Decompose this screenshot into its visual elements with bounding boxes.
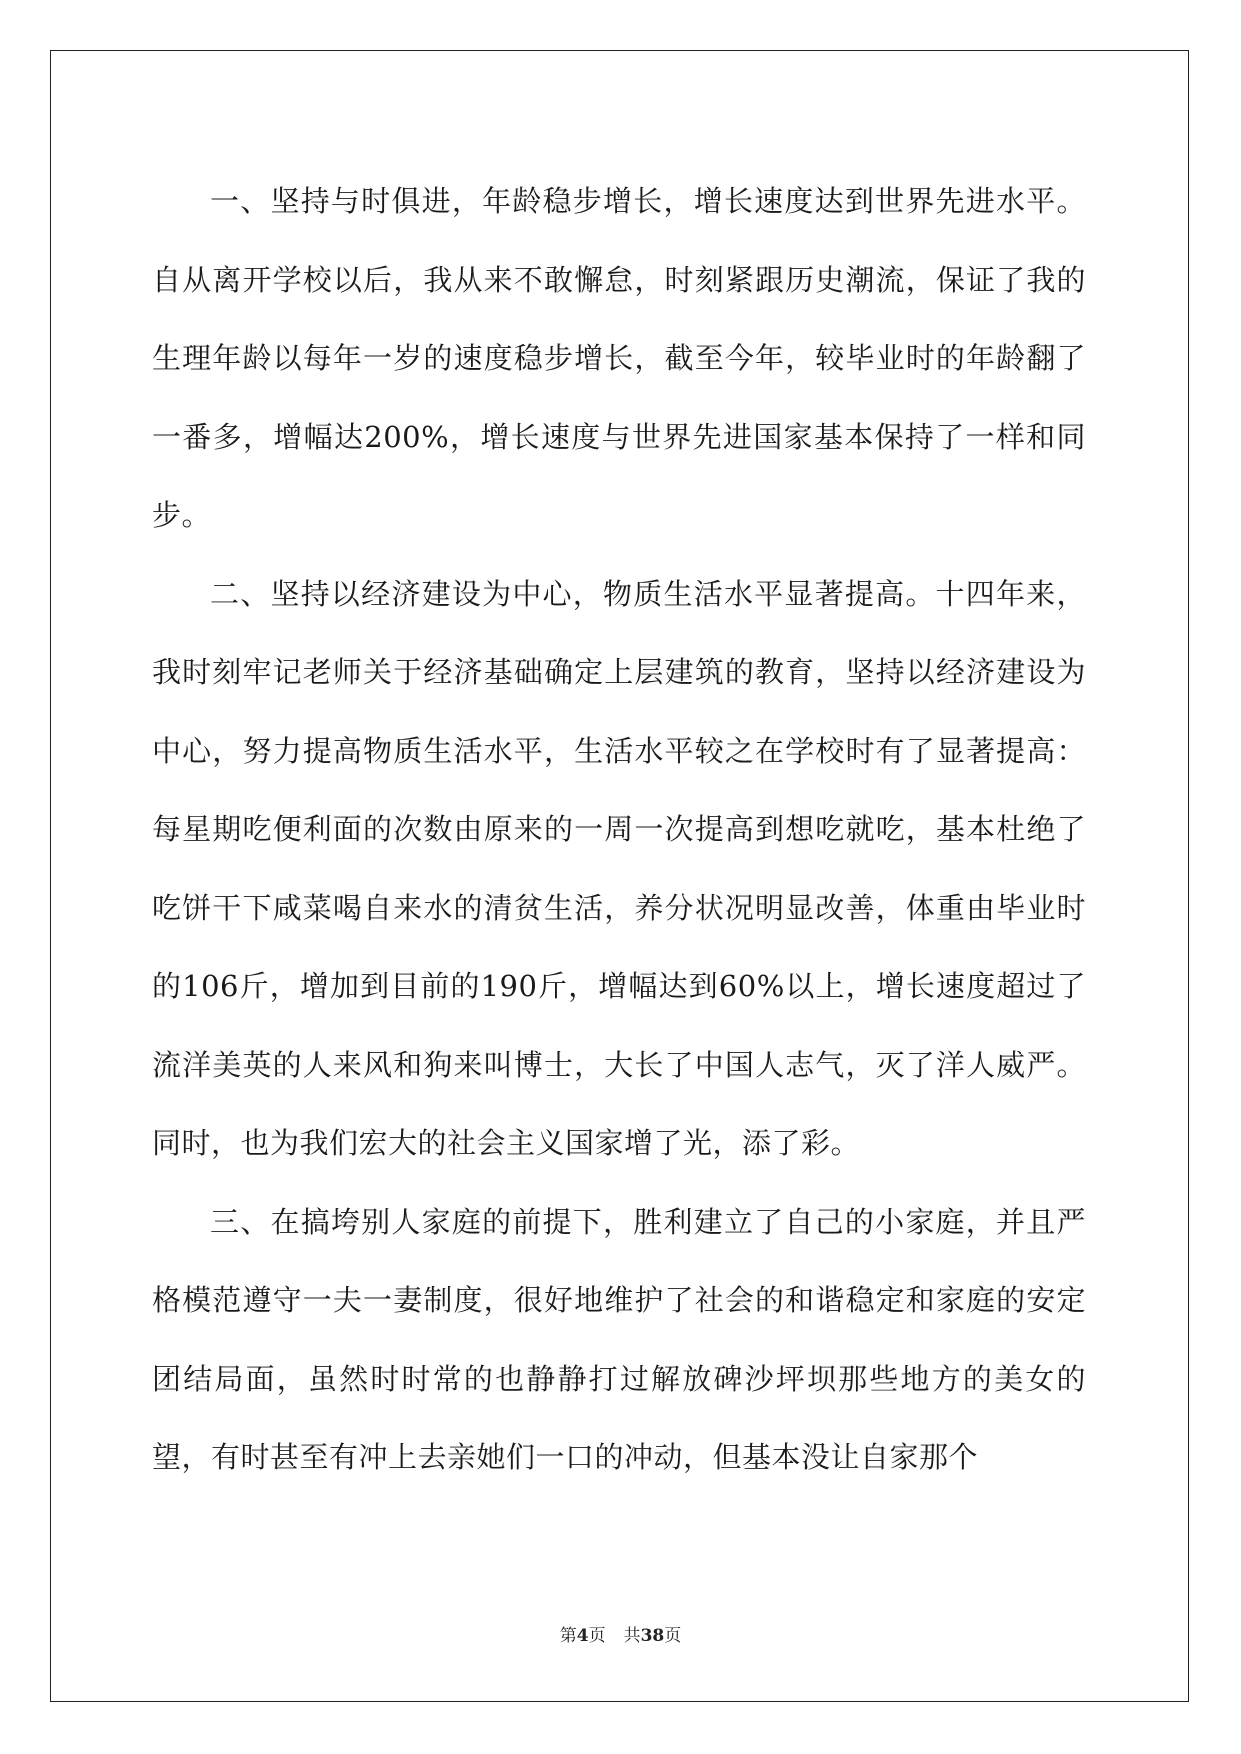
page-footer (0, 1625, 1241, 1647)
paragraph-3: 三、在搞垮别人家庭的前提下，胜利建立了自己的小家庭，并且严格模范遵守一夫一妻制度，很好地维护了社会的和谐稳定和家庭的安定团结局面，虽然时时常的也静静打过解放碑沙坪坝那些地方的美女的望，有时甚至有冲上去亲她们一口的冲动，但基本没让自家那个 (152, 1204, 1086, 1474)
current-page-number: 4 (576, 1626, 589, 1646)
footer-prefix: 第 (559, 1626, 577, 1646)
footer-page-suffix: 页 (588, 1626, 606, 1646)
document-body (152, 162, 1086, 1497)
paragraph-1: 一、坚持与时俱进，年龄稳步增长，增长速度达到世界先进水平。自从离开学校以后，我从来不敢懈怠，时刻紧跟历史潮流，保证了我的生理年龄以每年一岁的速度稳步增长，截至今年，较毕业时的年龄翻了一番多，增幅达200%，增长速度与世界先进国家基本保持了一样和同步。 (152, 184, 1086, 532)
footer-total-suffix: 页 (664, 1626, 682, 1646)
footer-total-prefix: 共 (623, 1626, 641, 1646)
paragraph-2: 二、坚持以经济建设为中心，物质生活水平显著提高。十四年来，我时刻牢记老师关于经济基础确定上层建筑的教育，坚持以经济建设为中心，努力提高物质生活水平，生活水平较之在学校时有了显著提高：每星期吃便利面的次数由原来的一周一次提高到想吃就吃，基本杜绝了吃饼干下咸菜喝自来水的清贫生活，养分状况明显改善，体重由毕业时的106斤，增加到目前的190斤，增幅达到60%以上，增长速度超过了流洋美英的人来风和狗来叫博士，大长了中国人志气，灭了洋人威严。同时，也为我们宏大的社会主义国家增了光，添了彩。 (152, 576, 1086, 1160)
total-page-count: 38 (640, 1626, 665, 1646)
